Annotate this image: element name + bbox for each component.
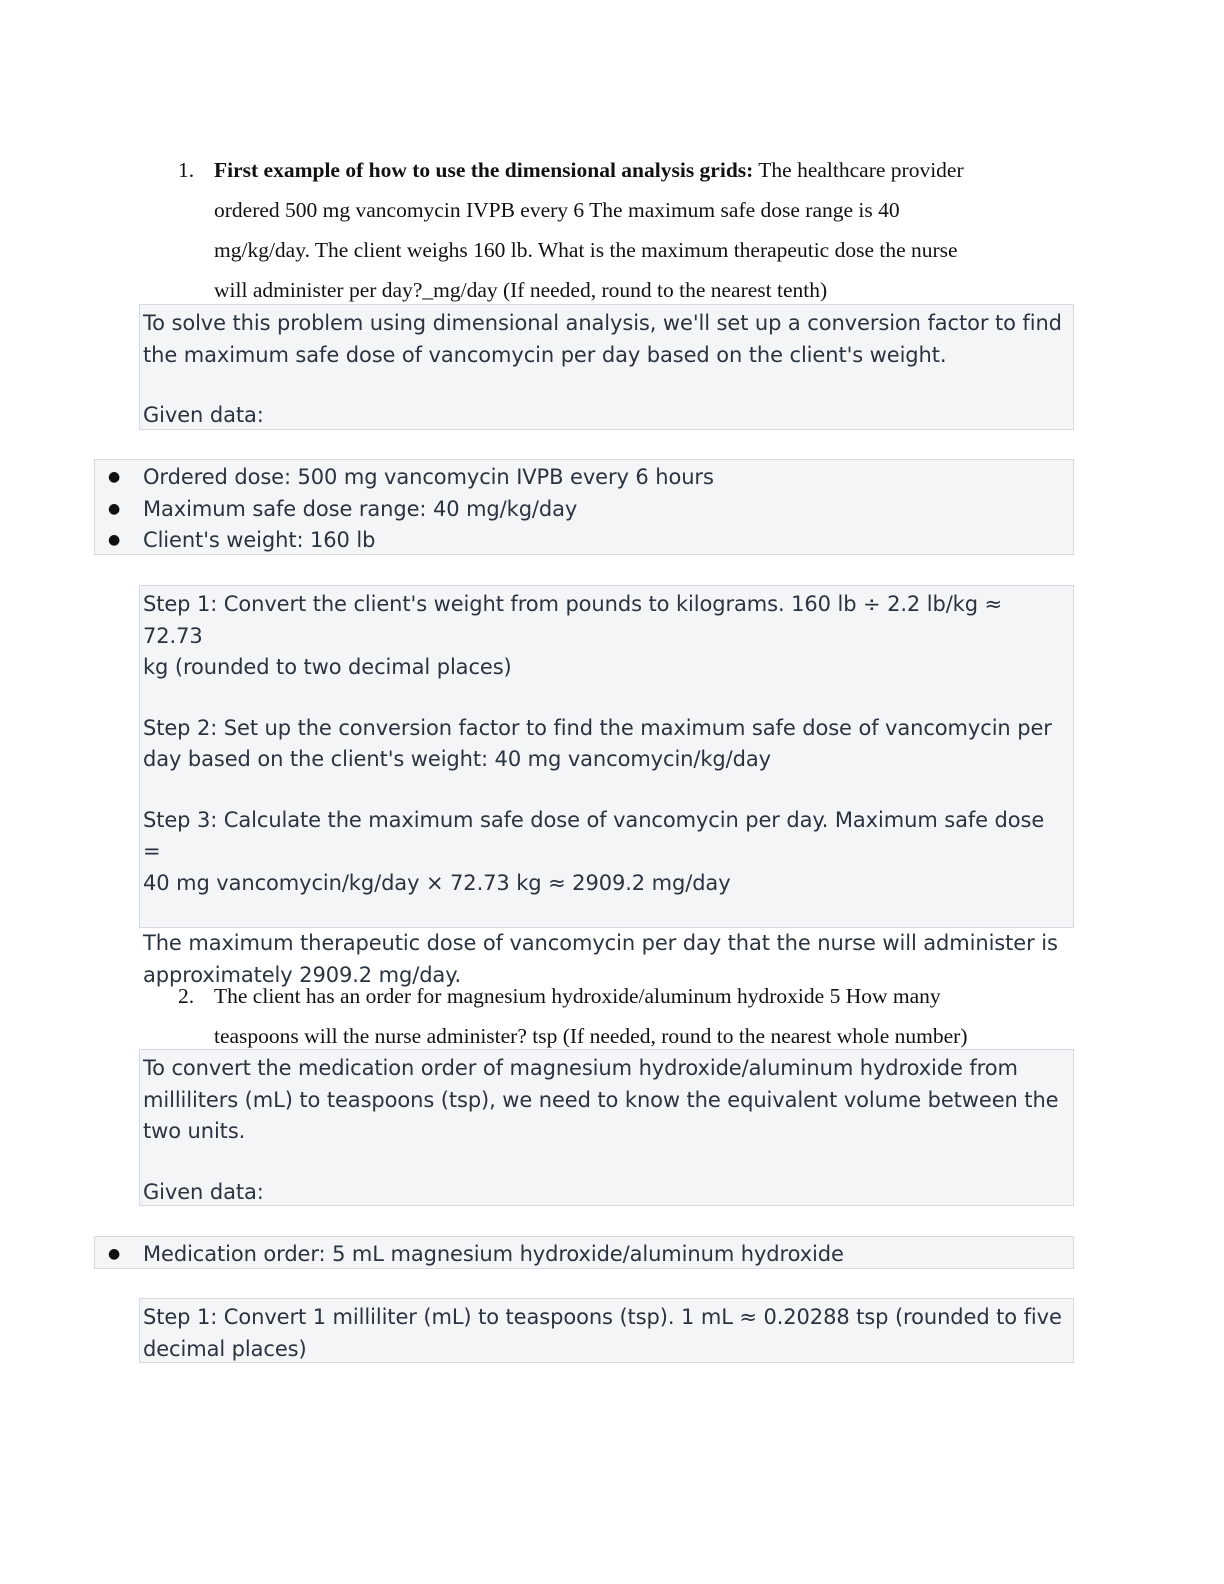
answer-1-given-list (94, 459, 1074, 555)
answer-1-given-label: Given data: (143, 403, 264, 427)
question-1-line2: ordered 500 mg vancomycin IVPB every 6 The maximum safe dose range is 40 (214, 198, 900, 222)
question-1-text (214, 150, 1058, 310)
step-2-line1: Step 2: Set up the conversion factor to find the maximum safe dose of vancomycin per (143, 715, 1052, 740)
conclusion-line2: approximately 2909.2 mg/day. (143, 962, 462, 987)
question-2-line1: The client has an order for magnesium hydroxide/aluminum hydroxide 5 How many (214, 984, 941, 1008)
list-item: ● Maximum safe dose range: 40 mg/kg/day (95, 494, 1063, 526)
answer-1-intro-line1: To solve this problem using dimensional analysis, we'll set up a conversion factor to find (143, 311, 1062, 335)
answer-1-steps-box (139, 585, 1074, 987)
answer-2-given-list (94, 1236, 1074, 1269)
step-2-line2: day based on the client's weight: 40 mg vancomycin/kg/day (143, 747, 771, 771)
question-1-number: 1. (178, 158, 195, 182)
answer-2-intro-box (139, 1049, 1074, 1206)
question-2 (178, 976, 1058, 1056)
answer-1-intro-box (139, 304, 1074, 430)
question-1-line4a: will administer per day? (214, 278, 423, 302)
question-1-line3: mg/kg/day. The client weighs 160 lb. What is the maximum therapeutic dose the nurse (214, 238, 958, 262)
step-3-line1: Step 3: Calculate the maximum safe dose of vancomycin per day. Maximum safe dose = (143, 807, 1045, 863)
list-item: ● Client's weight: 160 lb (95, 525, 1063, 557)
bullet-icon: ● (108, 532, 121, 548)
step-1-line1: Step 1: Convert the client's weight from pounds to kilograms. 160 lb ÷ 2.2 lb/kg ≈ 72.73 (143, 592, 1003, 648)
question-1-line4b: mg/day (If needed, round to the nearest tenth) (433, 278, 828, 302)
answer-2-intro-line2: milliliters (mL) to teaspoons (tsp), we need to know the equivalent volume between the (143, 1087, 1059, 1112)
answer-2-intro-line3: two units. (143, 1119, 246, 1143)
list-item: ● Medication order: 5 mL magnesium hydroxide/aluminum hydroxide (95, 1239, 1063, 1271)
bullet-icon: ● (108, 469, 121, 485)
question-1-line1: The healthcare provider (753, 158, 964, 182)
answer-1-intro-line2: the maximum safe dose of vancomycin per day based on the client's weight. (143, 342, 947, 367)
step-3-line2: 40 mg vancomycin/kg/day × 72.73 kg ≈ 2909.2 mg/day (143, 870, 731, 895)
question-2-line2: teaspoons will the nurse administer? tsp (If needed, round to the nearest whole number) (214, 1024, 968, 1048)
answer-2-intro-line1: To convert the medication order of magnesium hydroxide/aluminum hydroxide from (143, 1056, 1018, 1080)
conclusion-line1: The maximum therapeutic dose of vancomycin per day that the nurse will administer is (143, 931, 1058, 955)
question-2-text (214, 976, 1058, 1056)
bullet-icon: ● (108, 500, 121, 517)
answer-2-steps-box (139, 1298, 1074, 1363)
question-2-number: 2. (178, 984, 195, 1008)
answer-blank: _ (422, 278, 434, 302)
a2-step-1-line1: Step 1: Convert 1 milliliter (mL) to teaspoons (tsp). 1 mL ≈ 0.20288 tsp (rounded to five (143, 1305, 1062, 1329)
list-item: ● Ordered dose: 500 mg vancomycin IVPB every 6 hours (95, 462, 1063, 494)
step-1-line2: kg (rounded to two decimal places) (143, 655, 512, 679)
answer-2-given-label: Given data: (143, 1179, 264, 1204)
question-1 (178, 150, 1058, 310)
bullet-icon: ● (108, 1246, 121, 1262)
a2-step-1-line2: decimal places) (143, 1336, 307, 1361)
question-1-bold-lead: First example of how to use the dimensional analysis grids: (214, 158, 754, 182)
